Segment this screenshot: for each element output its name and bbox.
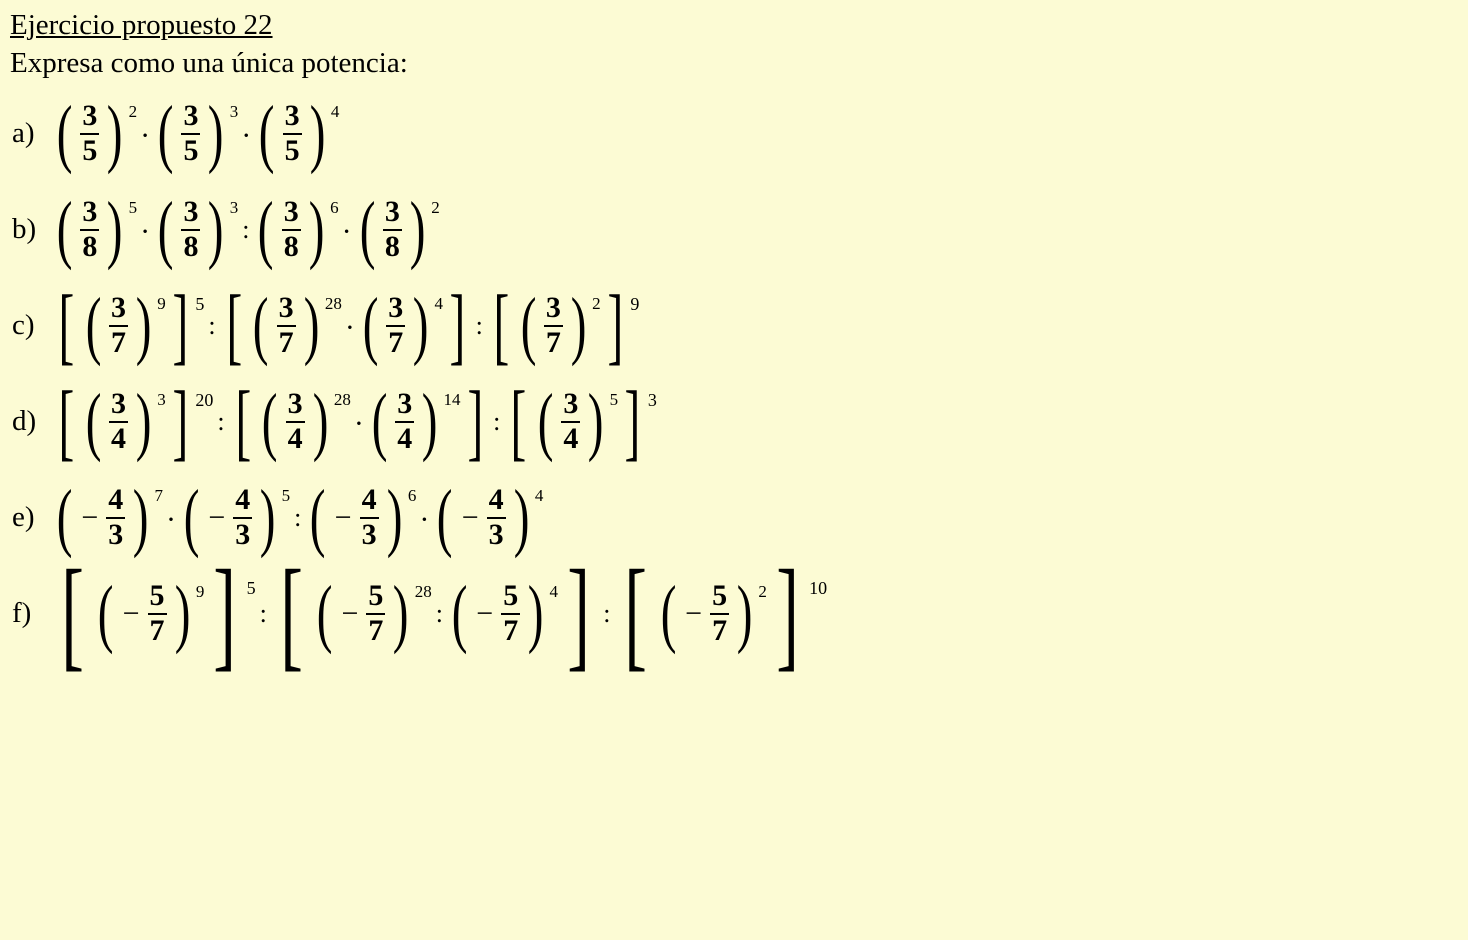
- power-term: [81, 283, 166, 368]
- exponent: 5: [281, 486, 291, 506]
- paren-left-icon: (: [310, 475, 326, 560]
- fraction-numerator: 3: [397, 387, 413, 421]
- power-term: [447, 571, 558, 656]
- operator-divide: :: [475, 310, 483, 340]
- paren-right-icon: ): [107, 187, 123, 272]
- power-term: [153, 187, 239, 272]
- power-term: [93, 571, 205, 656]
- fraction: [274, 293, 299, 358]
- fraction-numerator: 3: [284, 99, 300, 133]
- fraction-denominator: 4: [287, 421, 303, 455]
- outer-exponent: 3: [647, 390, 657, 411]
- paren-left-icon: (: [253, 283, 269, 368]
- paren-right-icon: ): [309, 91, 326, 176]
- power-term: [52, 475, 164, 560]
- power-term: [153, 91, 239, 176]
- exponent: 9: [195, 582, 205, 602]
- paren-right-icon: ): [303, 283, 320, 368]
- fraction-numerator: 3: [545, 291, 561, 325]
- fraction-numerator: 3: [183, 195, 199, 229]
- power-term: [432, 475, 544, 560]
- paren-right-icon: ): [135, 379, 152, 464]
- exercise-expression-c: [52, 276, 640, 373]
- fraction-numerator: 3: [388, 291, 404, 325]
- fraction: [283, 389, 308, 454]
- sign-minus: −: [461, 500, 479, 534]
- fraction: [279, 197, 304, 262]
- power-term: [355, 187, 440, 272]
- exponent: 2: [758, 582, 767, 602]
- paren-right-icon: ): [208, 187, 224, 272]
- fraction-denominator: 5: [183, 133, 199, 167]
- exercise-list: [0, 86, 1468, 682]
- operator-divide: :: [259, 598, 267, 628]
- power-term: [52, 187, 138, 272]
- page-subtitle: Expresa como una única potencia:: [10, 46, 408, 79]
- fraction: [707, 581, 732, 646]
- exercise-expression-a: [52, 91, 340, 176]
- fraction-numerator: 3: [183, 99, 199, 133]
- fraction-numerator: 5: [149, 579, 165, 613]
- exponent: 6: [407, 486, 417, 506]
- fraction-denominator: 3: [488, 517, 504, 551]
- exponent: 28: [324, 294, 342, 314]
- power-term: [179, 475, 291, 560]
- fraction-numerator: 3: [278, 291, 294, 325]
- exponent: 14: [443, 390, 461, 410]
- fraction-denominator: 7: [712, 613, 728, 647]
- bracket-group: [52, 276, 205, 373]
- paren-right-icon: ): [513, 475, 530, 560]
- paren-left-icon: (: [98, 571, 114, 656]
- outer-exponent: 9: [630, 294, 640, 315]
- exponent: 9: [157, 294, 166, 314]
- fraction-numerator: 3: [563, 387, 579, 421]
- fraction-denominator: 7: [503, 613, 519, 647]
- fraction: [363, 581, 388, 646]
- bracket-group: [504, 372, 657, 469]
- fraction: [541, 293, 566, 358]
- bracket-left-icon: [: [235, 372, 251, 469]
- fraction-denominator: 3: [108, 517, 124, 551]
- fraction-numerator: 3: [110, 387, 126, 421]
- fraction-denominator: 8: [283, 229, 299, 263]
- paren-right-icon: ): [413, 283, 429, 368]
- operator-multiply: ·: [419, 502, 430, 536]
- paren-right-icon: ): [386, 475, 403, 560]
- operator-multiply: ·: [241, 118, 252, 152]
- operator-multiply: ·: [140, 214, 151, 248]
- fraction-denominator: 7: [278, 325, 294, 359]
- power-term: [254, 91, 340, 176]
- paren-right-icon: ): [308, 187, 325, 272]
- paren-right-icon: ): [260, 475, 276, 560]
- power-term: [253, 187, 339, 272]
- sign-minus: −: [334, 500, 352, 534]
- bracket-right-icon: ]: [466, 372, 483, 469]
- exercise-item-d: [12, 374, 1468, 470]
- fraction-numerator: 3: [384, 195, 400, 229]
- bracket-right-icon: ]: [172, 372, 188, 469]
- exponent: 2: [431, 198, 440, 218]
- fraction-numerator: 5: [712, 579, 728, 613]
- exercise-expression-f: [52, 544, 828, 682]
- fraction-numerator: 3: [283, 195, 299, 229]
- paren-left-icon: (: [520, 283, 537, 368]
- sign-minus: −: [208, 500, 226, 534]
- fraction: [103, 485, 128, 550]
- power-term: [52, 91, 138, 176]
- fraction-denominator: 7: [388, 325, 404, 359]
- exponent: 4: [549, 582, 558, 602]
- paren-right-icon: ): [174, 571, 191, 656]
- paren-left-icon: (: [437, 475, 453, 560]
- bracket-left-icon: [: [226, 276, 242, 373]
- bracket-group: [220, 276, 472, 373]
- bracket-right-icon: ]: [607, 276, 623, 373]
- fraction: [498, 581, 523, 646]
- fraction-denominator: 7: [110, 325, 126, 359]
- bracket-group: [487, 276, 640, 373]
- paren-left-icon: (: [262, 379, 278, 464]
- bracket-left-icon: [: [510, 372, 527, 469]
- paren-left-icon: (: [157, 187, 174, 272]
- fraction: [280, 101, 305, 166]
- fraction: [145, 581, 170, 646]
- paren-left-icon: (: [316, 571, 333, 656]
- fraction: [230, 485, 255, 550]
- fraction: [178, 197, 203, 262]
- power-term: [533, 379, 619, 464]
- fraction-denominator: 3: [235, 517, 251, 551]
- sign-minus: −: [81, 500, 99, 534]
- fraction: [178, 101, 203, 166]
- sign-minus: −: [476, 596, 494, 630]
- bracket-right-icon: ]: [776, 544, 799, 682]
- bracket-left-icon: [: [280, 544, 303, 682]
- operator-divide: :: [603, 598, 611, 628]
- paren-left-icon: (: [56, 187, 73, 272]
- power-term: [248, 283, 342, 368]
- paren-left-icon: (: [85, 379, 102, 464]
- paren-left-icon: (: [537, 379, 554, 464]
- bracket-right-icon: ]: [213, 544, 237, 682]
- bracket-left-icon: [: [61, 544, 85, 682]
- exponent: 6: [330, 198, 339, 218]
- fraction-numerator: 4: [488, 483, 504, 517]
- exercise-expression-e: [52, 475, 544, 560]
- fraction: [106, 293, 131, 358]
- exponent: 3: [229, 102, 239, 122]
- exponent: 4: [434, 294, 444, 314]
- fraction-denominator: 5: [82, 133, 98, 167]
- paren-right-icon: ): [133, 475, 149, 560]
- power-term: [656, 571, 767, 656]
- paren-left-icon: (: [451, 571, 468, 656]
- paren-right-icon: ): [736, 571, 753, 656]
- fraction-denominator: 8: [183, 229, 199, 263]
- operator-divide: :: [294, 502, 302, 532]
- fraction-denominator: 7: [545, 325, 561, 359]
- fraction-denominator: 4: [397, 421, 413, 455]
- bracket-left-icon: [: [623, 544, 647, 682]
- outer-exponent: 20: [195, 390, 214, 411]
- exercise-label-f: f): [12, 597, 32, 630]
- fraction-denominator: 7: [368, 613, 384, 647]
- power-term: [305, 475, 417, 560]
- power-term: [312, 571, 432, 656]
- fraction-denominator: 4: [110, 421, 126, 455]
- bracket-group: [271, 544, 599, 682]
- fraction-numerator: 3: [110, 291, 126, 325]
- bracket-group: [615, 544, 828, 682]
- exponent: 5: [128, 198, 138, 218]
- operator-divide: :: [208, 310, 216, 340]
- exercise-label-b: b): [12, 213, 37, 246]
- paren-left-icon: (: [56, 475, 73, 560]
- fraction: [77, 197, 102, 262]
- paren-right-icon: ): [588, 379, 604, 464]
- sign-minus: −: [122, 596, 140, 630]
- operator-divide: :: [242, 214, 250, 244]
- outer-exponent: 5: [246, 577, 256, 598]
- paren-right-icon: ): [135, 283, 152, 368]
- paren-right-icon: ): [527, 571, 544, 656]
- paren-left-icon: (: [85, 283, 102, 368]
- fraction-denominator: 3: [361, 517, 377, 551]
- operator-multiply: ·: [166, 502, 177, 536]
- exponent: 4: [330, 102, 340, 122]
- exponent: 2: [592, 294, 601, 314]
- exponent: 2: [128, 102, 138, 122]
- fraction: [392, 389, 417, 454]
- fraction: [558, 389, 583, 454]
- fraction-numerator: 5: [368, 579, 384, 613]
- bracket-left-icon: [: [58, 372, 75, 469]
- sign-minus: −: [341, 596, 359, 630]
- paren-left-icon: (: [259, 91, 275, 176]
- fraction-denominator: 4: [563, 421, 579, 455]
- bracket-left-icon: [: [493, 276, 510, 373]
- paren-right-icon: ): [570, 283, 587, 368]
- exercise-label-a: a): [12, 117, 35, 150]
- paren-right-icon: ): [312, 379, 329, 464]
- outer-exponent: 5: [195, 294, 205, 315]
- fraction-numerator: 4: [108, 483, 124, 517]
- paren-left-icon: (: [157, 91, 174, 176]
- operator-multiply: ·: [344, 310, 355, 344]
- fraction-denominator: 8: [82, 229, 98, 263]
- bracket-group: [229, 372, 490, 469]
- fraction: [77, 101, 102, 166]
- fraction-denominator: 5: [284, 133, 300, 167]
- fraction-numerator: 5: [503, 579, 519, 613]
- paren-right-icon: ): [409, 187, 426, 272]
- operator-multiply: ·: [341, 214, 352, 248]
- paren-left-icon: (: [359, 187, 376, 272]
- fraction: [380, 197, 405, 262]
- fraction-numerator: 4: [361, 483, 377, 517]
- paren-left-icon: (: [660, 571, 677, 656]
- document-page: [0, 10, 1468, 940]
- bracket-right-icon: ]: [172, 276, 188, 373]
- paren-right-icon: ): [107, 91, 123, 176]
- exponent: 7: [154, 486, 164, 506]
- paren-right-icon: ): [393, 571, 409, 656]
- bracket-right-icon: ]: [624, 372, 641, 469]
- bracket-left-icon: [: [58, 276, 75, 373]
- paren-left-icon: (: [258, 187, 274, 272]
- fraction-numerator: 3: [82, 99, 98, 133]
- fraction-numerator: 3: [287, 387, 303, 421]
- exercise-item-f: [12, 544, 1468, 682]
- paren-left-icon: (: [362, 283, 379, 368]
- bracket-group: [52, 544, 256, 682]
- paren-left-icon: (: [183, 475, 200, 560]
- fraction: [484, 485, 509, 550]
- paren-left-icon: (: [56, 91, 73, 176]
- paren-right-icon: ): [422, 379, 438, 464]
- operator-divide: :: [435, 598, 443, 628]
- fraction-denominator: 8: [384, 229, 400, 263]
- fraction-numerator: 3: [82, 195, 98, 229]
- operator-multiply: ·: [140, 118, 151, 152]
- fraction: [383, 293, 408, 358]
- exercise-item-b: [12, 182, 1468, 278]
- sign-minus: −: [685, 596, 703, 630]
- exponent: 5: [609, 390, 619, 410]
- exponent: 4: [534, 486, 544, 506]
- power-term: [367, 379, 461, 464]
- operator-multiply: ·: [353, 406, 364, 440]
- exponent: 3: [157, 390, 166, 410]
- exercise-expression-b: [52, 187, 440, 272]
- paren-right-icon: ): [208, 91, 224, 176]
- exercise-item-c: [12, 278, 1468, 374]
- outer-exponent: 10: [809, 577, 828, 598]
- power-term: [516, 283, 601, 368]
- bracket-group: [52, 372, 214, 469]
- exponent: 28: [414, 582, 432, 602]
- paren-left-icon: (: [371, 379, 388, 464]
- page-title: Ejercicio propuesto 22: [10, 9, 273, 41]
- operator-divide: :: [217, 406, 225, 436]
- exercise-label-e: e): [12, 501, 35, 534]
- bracket-right-icon: ]: [567, 544, 591, 682]
- power-term: [358, 283, 444, 368]
- exponent: 28: [333, 390, 351, 410]
- power-term: [81, 379, 166, 464]
- fraction: [357, 485, 382, 550]
- exercise-label-c: c): [12, 309, 35, 342]
- fraction: [106, 389, 131, 454]
- power-term: [257, 379, 351, 464]
- fraction-numerator: 4: [235, 483, 251, 517]
- operator-divide: :: [493, 406, 501, 436]
- exponent: 3: [229, 198, 239, 218]
- exercise-expression-d: [52, 372, 657, 469]
- exercise-item-a: [12, 86, 1468, 182]
- fraction-denominator: 7: [149, 613, 165, 647]
- exercise-label-d: d): [12, 405, 37, 438]
- bracket-right-icon: ]: [449, 276, 466, 373]
